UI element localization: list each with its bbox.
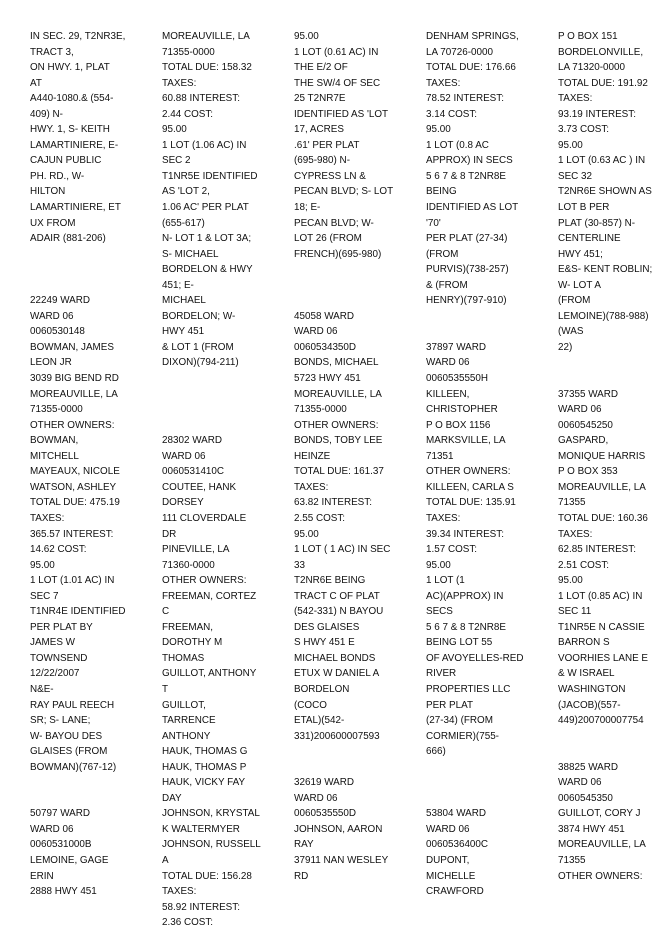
- text-line: SEC 2: [162, 155, 191, 167]
- text-line: JOHNSON, RUSSELL: [162, 839, 261, 851]
- text-line: A440-1080.& (554-: [30, 93, 114, 105]
- text-line: UX FROM: [30, 217, 76, 229]
- text-line: FREEMAN, CORTEZ: [162, 590, 257, 602]
- text-line: W- LOT A: [558, 279, 601, 291]
- text-line: [30, 278, 155, 294]
- text-line: ANTHONY: [162, 730, 211, 742]
- text-line: & LOT 1 (FROM: [162, 341, 234, 353]
- text-line: 53804 WARD: [426, 808, 487, 820]
- text-line: T1NR5E IDENTIFIED: [162, 170, 258, 182]
- text-line: TARRENCE: [162, 715, 216, 727]
- text-line: HAUK, THOMAS P: [162, 761, 247, 773]
- text-line: MOREAUVILLE, LA: [294, 388, 382, 400]
- text-line: [30, 791, 155, 807]
- text-line: CHRISTOPHER: [426, 404, 498, 416]
- text-line: DES GLAISES: [294, 621, 360, 633]
- text-line: MICHAEL: [162, 295, 206, 307]
- text-line: & W ISRAEL: [558, 668, 615, 680]
- text-line: TAXES:: [162, 77, 197, 89]
- text-line: MARKSVILLE, LA: [426, 435, 506, 447]
- text-line: LA 71320-0000: [558, 62, 625, 74]
- text-line: TAXES:: [30, 512, 65, 524]
- text-line: 18; E-: [294, 202, 321, 214]
- text-line: HENRY)(797-910): [426, 295, 507, 307]
- text-line: MOREAUVILLE, LA: [30, 388, 118, 400]
- text-line: TAXES:: [426, 512, 461, 524]
- text-line: JOHNSON, KRYSTAL: [162, 808, 260, 820]
- text-line: IN SEC. 29, T2NR3E,: [30, 31, 126, 42]
- text-line: DENHAM SPRINGS,: [426, 31, 519, 42]
- text-line: SEC 7: [30, 590, 59, 602]
- text-line: 93.19 INTEREST:: [558, 108, 636, 120]
- text-line: TOTAL DUE: 156.28: [162, 870, 252, 882]
- text-line: 365.57 INTEREST:: [30, 528, 114, 540]
- text-line: GLAISES (FROM: [30, 746, 108, 758]
- text-line: 1.57 COST:: [426, 544, 478, 556]
- text-line: 2.55 COST:: [294, 512, 346, 524]
- text-line: [426, 791, 551, 807]
- text-line: 28302 WARD: [162, 435, 223, 447]
- text-line: '70': [426, 217, 441, 229]
- text-line: DIXON)(794-211): [162, 357, 239, 369]
- text-line: 78.52 INTEREST:: [426, 93, 504, 105]
- text-line: 1 LOT ( 1 AC) IN SEC: [294, 544, 391, 556]
- text-line: AT: [30, 77, 42, 89]
- text-line: 666): [426, 746, 446, 758]
- text-line: 58.92 INTEREST:: [162, 901, 240, 913]
- text-line: [294, 760, 419, 776]
- text-line: MITCHELL: [30, 450, 79, 462]
- text-line: 37355 WARD: [558, 388, 619, 400]
- text-line: [30, 247, 155, 263]
- text-line: RAY: [294, 839, 314, 851]
- text-line: PLAT (30-857) N-: [558, 217, 636, 229]
- text-line: 14.62 COST:: [30, 544, 87, 556]
- text-line: 1 LOT (1.06 AC) IN: [162, 139, 247, 151]
- text-line: KILLEEN,: [426, 388, 470, 400]
- text-line: LEMOINE)(788-988): [558, 310, 649, 322]
- text-line: TOTAL DUE: 176.66: [426, 62, 516, 74]
- text-line: [294, 262, 419, 278]
- text-line: WARD 06: [426, 357, 470, 369]
- text-line: DOROTHY M: [162, 637, 223, 649]
- text-line: W- BAYOU DES: [30, 730, 103, 742]
- text-line: OTHER OWNERS:: [162, 575, 247, 587]
- text-line: JAMES W: [30, 637, 75, 649]
- text-line: BARRON S: [558, 637, 610, 649]
- text-line: VOORHIES LANE E: [558, 652, 648, 664]
- text-line: ON HWY. 1, PLAT: [30, 62, 110, 74]
- text-line: 17, ACRES: [294, 124, 344, 136]
- text-line: RD: [294, 870, 309, 882]
- text-line: [162, 402, 287, 418]
- text-line: PECAN BLVD; S- LOT: [294, 186, 394, 198]
- listing-column-3: [294, 29, 419, 884]
- text-line: 71355-0000: [162, 46, 215, 58]
- text-line: PH. RD., W-: [30, 170, 85, 182]
- text-line: 25 T2NR7E: [294, 93, 346, 105]
- text-line: TOTAL DUE: 135.91: [426, 497, 516, 509]
- text-line: GUILLOT, ANTHONY: [162, 668, 257, 680]
- text-line: 0060545350: [558, 792, 613, 804]
- text-line: 45058 WARD: [294, 310, 355, 322]
- text-line: FREEMAN,: [162, 621, 214, 633]
- text-line: 95.00: [294, 528, 319, 540]
- text-line: 22249 WARD: [30, 295, 91, 307]
- text-line: (WAS: [558, 326, 584, 338]
- text-line: BONDS, MICHAEL: [294, 357, 379, 369]
- text-line: (FROM: [558, 295, 591, 307]
- text-line: GASPARD,: [558, 435, 609, 447]
- text-line: (JACOB)(557-: [558, 699, 621, 711]
- text-line: DAY: [162, 792, 182, 804]
- text-line: 71355: [558, 854, 586, 866]
- text-line: CYPRESS LN &: [294, 170, 366, 182]
- text-line: PECAN BLVD; W-: [294, 217, 374, 229]
- text-line: (COCO: [294, 699, 327, 711]
- text-line: 1 LOT (0.61 AC) IN: [294, 46, 379, 58]
- text-line: T1NR4E IDENTIFIED: [30, 606, 126, 618]
- listing-column-4: [426, 29, 551, 900]
- text-line: [558, 744, 668, 760]
- text-line: BOWMAN)(767-12): [30, 761, 117, 773]
- text-line: ETAL)(542-: [294, 715, 345, 727]
- text-line: BOWMAN, JAMES: [30, 341, 114, 353]
- text-line: T2NR6E BEING: [294, 575, 366, 587]
- text-line: 0060535550H: [426, 373, 489, 385]
- text-line: 38825 WARD: [558, 761, 619, 773]
- text-line: T2NR6E SHOWN AS: [558, 186, 652, 198]
- text-line: [294, 744, 419, 760]
- text-line: TAXES:: [162, 886, 197, 898]
- text-line: BEING: [426, 186, 457, 198]
- text-line: [30, 775, 155, 791]
- text-line: 62.85 INTEREST:: [558, 544, 636, 556]
- text-line: 1.06 AC' PER PLAT: [162, 202, 249, 214]
- text-line: 0060531000B: [30, 839, 92, 851]
- text-line: CORMIER)(755-: [426, 730, 499, 742]
- text-line: SEC 11: [558, 606, 592, 618]
- text-line: [426, 760, 551, 776]
- text-line: 0060535550D: [294, 808, 357, 820]
- text-line: PER PLAT (27-34): [426, 233, 508, 245]
- text-line: 409) N-: [30, 108, 63, 120]
- text-line: 0060536400C: [426, 839, 489, 851]
- text-line: 3874 HWY 451: [558, 823, 625, 835]
- text-line: 3.73 COST:: [558, 124, 610, 136]
- text-line: THE E/2 OF: [294, 62, 348, 74]
- text-line: IDENTIFIED AS LOT: [426, 202, 519, 214]
- text-line: (542-331) N BAYOU: [294, 606, 384, 618]
- text-line: & (FROM: [426, 279, 468, 291]
- text-line: GUILLOT, CORY J: [558, 808, 641, 820]
- text-line: 1 LOT (1: [426, 575, 465, 587]
- text-line: OTHER OWNERS:: [558, 870, 643, 882]
- text-line: HWY. 1, S- KEITH: [30, 124, 110, 136]
- text-line: PURVIS)(738-257): [426, 264, 509, 276]
- text-line: [426, 309, 551, 325]
- text-line: OF AVOYELLES-RED: [426, 652, 524, 664]
- text-line: DORSEY: [162, 497, 204, 509]
- text-line: CAJUN PUBLIC: [30, 155, 102, 167]
- text-line: 71360-0000: [162, 559, 215, 571]
- text-line: ETUX W DANIEL A: [294, 668, 380, 680]
- text-line: THOMAS: [162, 652, 205, 664]
- text-line: AC)(APPROX) IN: [426, 590, 504, 602]
- text-line: OTHER OWNERS:: [294, 419, 379, 431]
- text-line: HEINZE: [294, 450, 331, 462]
- text-line: WARD 06: [294, 326, 338, 338]
- text-line: 37911 NAN WESLEY: [294, 854, 389, 866]
- text-line: OTHER OWNERS:: [30, 419, 115, 431]
- text-line: 71351: [426, 450, 454, 462]
- text-line: 71355-0000: [294, 404, 347, 416]
- text-line: CRAWFORD: [426, 886, 484, 898]
- text-line: PER PLAT: [426, 699, 474, 711]
- text-line: PROPERTIES LLC: [426, 683, 511, 695]
- text-line: [558, 355, 668, 371]
- text-line: CENTERLINE: [558, 233, 621, 245]
- text-line: DUPONT,: [426, 854, 470, 866]
- text-line: [426, 775, 551, 791]
- text-line: 95.00: [294, 31, 319, 42]
- text-line: 1 LOT (0.85 AC) IN: [558, 590, 643, 602]
- text-line: 0060545250: [558, 419, 613, 431]
- text-line: LEON JR: [30, 357, 72, 369]
- text-line: TOWNSEND: [30, 652, 88, 664]
- text-line: P O BOX 353: [558, 466, 618, 478]
- text-line: WARD 06: [30, 310, 74, 322]
- text-line: (27-34) (FROM: [426, 715, 493, 727]
- text-line: S HWY 451 E: [294, 637, 355, 649]
- text-line: N- LOT 1 & LOT 3A;: [162, 233, 252, 245]
- text-line: HAUK, VICKY FAY: [162, 777, 246, 789]
- text-line: 2.51 COST:: [558, 559, 610, 571]
- listing-column-2: [162, 29, 287, 931]
- text-line: T1NR5E N CASSIE: [558, 621, 645, 633]
- text-line: (695-980) N-: [294, 155, 350, 167]
- text-line: THE SW/4 OF SEC: [294, 77, 381, 89]
- text-line: HILTON: [30, 186, 66, 198]
- text-line: IDENTIFIED AS 'LOT: [294, 108, 389, 120]
- text-line: ERIN: [30, 870, 54, 882]
- text-line: GUILLOT,: [162, 699, 206, 711]
- text-line: BOWMAN,: [30, 435, 79, 447]
- text-line: BORDELON & HWY: [162, 264, 253, 276]
- text-line: [558, 371, 668, 387]
- text-line: 331)200600007593: [294, 730, 380, 742]
- text-line: 95.00: [30, 559, 55, 571]
- text-line: 0060534350D: [294, 341, 357, 353]
- text-line: 95.00: [558, 575, 583, 587]
- text-line: DR: [162, 528, 177, 540]
- text-line: LEMOINE, GAGE: [30, 854, 109, 866]
- text-line: WARD 06: [294, 792, 338, 804]
- text-line: MICHELLE: [426, 870, 476, 882]
- text-line: E&S- KENT ROBLIN;: [558, 264, 653, 276]
- text-line: MICHAEL BONDS: [294, 652, 376, 664]
- text-line: TAXES:: [426, 77, 461, 89]
- text-line: 5723 HWY 451: [294, 373, 361, 385]
- text-line: N&E-: [30, 683, 54, 695]
- text-line: LA 70726-0000: [426, 46, 493, 58]
- text-line: A: [162, 854, 169, 866]
- text-line: 449)200700007754: [558, 715, 644, 727]
- text-line: 2888 HWY 451: [30, 886, 97, 898]
- text-line: 39.34 INTEREST:: [426, 528, 504, 540]
- text-line: KILLEEN, CARLA S: [426, 481, 514, 493]
- text-line: TOTAL DUE: 158.32: [162, 62, 252, 74]
- text-line: 95.00: [426, 124, 451, 136]
- text-line: BEING LOT 55: [426, 637, 493, 649]
- text-line: MONIQUE HARRIS: [558, 450, 646, 462]
- text-line: MOREAUVILLE, LA: [162, 31, 250, 42]
- text-line: BONDS, TOBY LEE: [294, 435, 383, 447]
- text-line: 12/22/2007: [30, 668, 80, 680]
- text-line: ADAIR (881-206): [30, 233, 106, 245]
- text-line: TOTAL DUE: 160.36: [558, 512, 648, 524]
- text-line: BORDELON: [294, 683, 350, 695]
- text-line: 32619 WARD: [294, 777, 355, 789]
- text-line: OTHER OWNERS:: [426, 466, 511, 478]
- text-line: [294, 278, 419, 294]
- text-line: 71355-0000: [30, 404, 83, 416]
- text-line: RAY PAUL REECH: [30, 699, 115, 711]
- text-line: WASHINGTON: [558, 683, 626, 695]
- text-line: [162, 371, 287, 387]
- text-line: 1 LOT (0.8 AC: [426, 139, 489, 151]
- text-line: PER PLAT BY: [30, 621, 93, 633]
- text-line: TOTAL DUE: 475.19: [30, 497, 120, 509]
- text-line: 1 LOT (1.01 AC) IN: [30, 575, 115, 587]
- text-line: SEC 32: [558, 170, 593, 182]
- text-line: WARD 06: [426, 823, 470, 835]
- text-line: AS 'LOT 2,: [162, 186, 210, 198]
- text-line: [162, 418, 287, 434]
- text-line: LOT 26 (FROM: [294, 233, 362, 245]
- text-line: 5 6 7 & 8 T2NR8E: [426, 170, 506, 182]
- text-line: .61' PER PLAT: [294, 139, 360, 151]
- text-line: 111 CLOVERDALE: [162, 512, 247, 524]
- text-line: S- MICHAEL: [162, 248, 219, 260]
- text-line: 37897 WARD: [426, 341, 487, 353]
- text-line: LOT B PER: [558, 202, 610, 214]
- text-line: BORDELON; W-: [162, 310, 236, 322]
- text-line: 60.88 INTEREST:: [162, 93, 240, 105]
- text-line: 50797 WARD: [30, 808, 91, 820]
- text-line: 95.00: [558, 139, 583, 151]
- text-line: [426, 324, 551, 340]
- text-line: WARD 06: [558, 404, 602, 416]
- text-line: WARD 06: [558, 777, 602, 789]
- text-line: 63.82 INTEREST:: [294, 497, 372, 509]
- text-line: MOREAUVILLE, LA: [558, 839, 646, 851]
- text-line: 0060531410C: [162, 466, 225, 478]
- text-line: [558, 729, 668, 745]
- listing-column-1: [30, 29, 155, 900]
- text-line: APPROX) IN SECS: [426, 155, 513, 167]
- text-line: 451; E-: [162, 279, 194, 291]
- text-line: [162, 387, 287, 403]
- text-line: WARD 06: [162, 450, 206, 462]
- text-line: LAMARTINIERE, E-: [30, 139, 119, 151]
- text-line: [30, 262, 155, 278]
- text-line: 2.36 COST:: [162, 917, 214, 929]
- text-line: P O BOX 1156: [426, 419, 491, 431]
- text-line: FRENCH)(695-980): [294, 248, 382, 260]
- text-line: RIVER: [426, 668, 457, 680]
- text-line: 71355: [558, 497, 586, 509]
- text-line: 3.14 COST:: [426, 108, 478, 120]
- text-line: TAXES:: [294, 481, 329, 493]
- text-line: WARD 06: [30, 823, 74, 835]
- text-line: HWY 451: [162, 326, 205, 338]
- text-line: JOHNSON, AARON: [294, 823, 383, 835]
- text-line: TOTAL DUE: 191.92: [558, 77, 648, 89]
- text-line: TOTAL DUE: 161.37: [294, 466, 384, 478]
- text-line: TAXES:: [558, 93, 593, 105]
- text-line: HWY 451;: [558, 248, 603, 260]
- text-line: [294, 293, 419, 309]
- text-line: K WALTERMYER: [162, 823, 240, 835]
- text-line: BORDELONVILLE,: [558, 46, 644, 58]
- text-line: COUTEE, HANK: [162, 481, 237, 493]
- text-line: 95.00: [426, 559, 451, 571]
- text-line: 1 LOT (0.63 AC ) IN: [558, 155, 646, 167]
- text-line: 3039 BIG BEND RD: [30, 373, 119, 385]
- text-line: P O BOX 151: [558, 31, 618, 42]
- text-line: T: [162, 683, 169, 695]
- text-line: 0060530148: [30, 326, 85, 338]
- text-line: (655-617): [162, 217, 205, 229]
- text-line: SR; S- LANE;: [30, 715, 91, 727]
- text-line: HAUK, THOMAS G: [162, 746, 248, 758]
- text-line: MOREAUVILLE, LA: [558, 481, 646, 493]
- text-line: 33: [294, 559, 305, 571]
- text-line: 22): [558, 341, 573, 353]
- text-line: 2.44 COST:: [162, 108, 214, 120]
- text-line: TAXES:: [558, 528, 593, 540]
- text-line: PINEVILLE, LA: [162, 544, 230, 556]
- text-line: C: [162, 606, 170, 618]
- text-line: WATSON, ASHLEY: [30, 481, 117, 493]
- text-line: (FROM: [426, 248, 459, 260]
- text-line: TRACT 3,: [30, 46, 74, 58]
- text-line: MAYEAUX, NICOLE: [30, 466, 120, 478]
- text-line: LAMARTINIERE, ET: [30, 202, 121, 214]
- listing-column-5: [558, 29, 668, 884]
- text-line: 95.00: [162, 124, 187, 136]
- text-line: SECS: [426, 606, 453, 618]
- text-line: 5 6 7 & 8 T2NR8E: [426, 621, 506, 633]
- text-line: TRACT C OF PLAT: [294, 590, 380, 602]
